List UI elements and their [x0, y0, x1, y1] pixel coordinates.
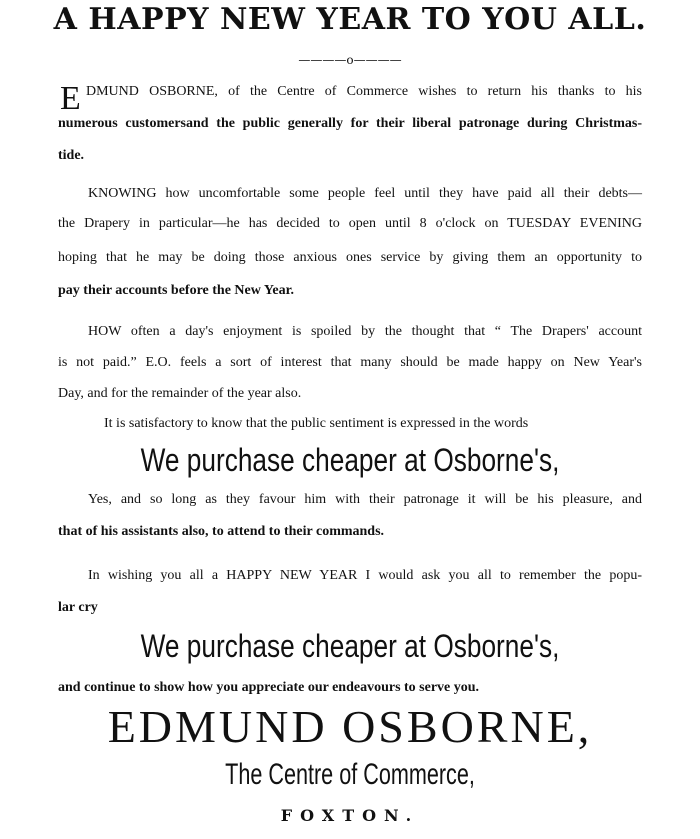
para5-line-1: Yes, and so long as they favour him with their patronage it will be his pleasure, and [88, 492, 642, 507]
para3-line-2: is not paid.” E.O. feels a sort of interest that many should be made happy on New Year's [58, 355, 642, 370]
slogan-1: We purchase cheaper at Osborne's, [140, 442, 560, 478]
headline: A HAPPY NEW YEAR TO YOU ALL. [53, 2, 647, 37]
para5-line-2: that of his assistants also, to attend to their commands. [58, 524, 385, 539]
para2-line-2: the Drapery in particular—he has decided to open until 8 o'clock on TUESDAY EVENING [58, 216, 642, 231]
para1-line-2: numerous customersand the public generally for their liberal patronage during Christmas- [58, 116, 642, 131]
ornament-divider: ————o———— [298, 53, 402, 67]
para6-line-1: In wishing you all a HAPPY NEW YEAR I would ask you all to remember the popu- [88, 568, 642, 583]
slogan-2: We purchase cheaper at Osborne's, [140, 628, 560, 664]
para3-line-1: HOW often a day's enjoyment is spoiled by the thought that “ The Drapers' account [88, 324, 642, 339]
drop-cap: E [60, 80, 81, 117]
signature-name: EDMUND OSBORNE, [107, 701, 593, 752]
para1-line-1: DMUND OSBORNE, of the Centre of Commerce wishes to return his thanks to his [86, 84, 642, 99]
para6-line-2: lar cry [58, 600, 98, 615]
para2-line-3: hoping that he may be doing those anxious ones service by giving them an opportunity to [58, 250, 642, 265]
para4-line: It is satisfactory to know that the public sentiment is expressed in the words [104, 416, 529, 431]
para3-line-3: Day, and for the remainder of the year also. [58, 386, 302, 401]
para2-line-4: pay their accounts before the New Year. [58, 283, 295, 298]
signature-place: FOXTON. [280, 806, 420, 825]
para2-line-1: KNOWING how uncomfortable some people feel until they have paid all their debts— [88, 186, 642, 201]
signature-business: The Centre of Commerce, [225, 758, 475, 791]
para7-line: and continue to show how you appreciate our endeavours to serve you. [58, 680, 480, 695]
para1-line-3: tide. [58, 148, 85, 163]
